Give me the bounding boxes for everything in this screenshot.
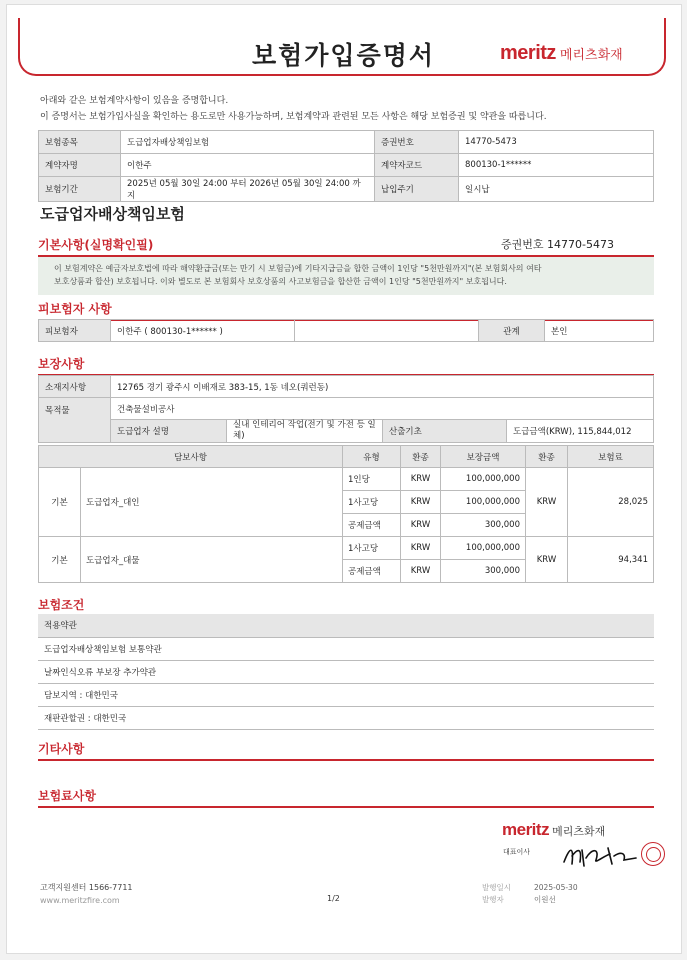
section-heading-other: 기타사항 xyxy=(38,740,654,761)
page-number: 1/2 xyxy=(327,894,340,903)
coverage-type: 1사고당 xyxy=(343,491,401,514)
coverage-name: 도급업자_대물 xyxy=(81,537,343,583)
premium-amount: 28,025 xyxy=(568,468,654,537)
deposit-protection-notice xyxy=(38,257,654,295)
coverage-currency: KRW xyxy=(401,514,441,537)
basis-value: 도급금액(KRW), 115,844,012 xyxy=(507,420,654,443)
coverage-currency: KRW xyxy=(401,560,441,583)
footer-brand-name: meritz xyxy=(502,820,550,839)
contract-info-table xyxy=(38,130,654,202)
insured-label: 피보험자 xyxy=(39,320,111,342)
section-heading-insured: 피보험자 사항 xyxy=(38,300,654,321)
empty-cell xyxy=(295,320,479,342)
notice-line-1: 이 보험계약은 예금자보호법에 따라 해약환급금(또는 만기 시 보험금)에 기타지급금을 합한 금액이 1인당 "5천만원까지"(본 보험회사의 여타 xyxy=(54,264,542,273)
coverage-amount: 100,000,000 xyxy=(441,468,526,491)
table-row xyxy=(38,660,654,683)
coverage-info-table xyxy=(38,375,654,443)
info-label: 보험기간 xyxy=(39,177,121,202)
coverage-type: 공제금액 xyxy=(343,560,401,583)
document-title: 보험가입증명서 xyxy=(251,41,436,70)
section-heading-conditions: 보험조건 xyxy=(38,596,654,617)
issue-info xyxy=(482,882,578,906)
intro-line-2: 이 증명서는 보험가입사실을 확인하는 용도로만 사용가능하며, 보험계약과 관련된 모든 사항은 해당 보험증권 및 약관을 따릅니다. xyxy=(40,112,547,122)
info-value: 이한주 xyxy=(121,154,375,177)
table-row xyxy=(39,177,654,202)
info-label: 계약자명 xyxy=(39,154,121,177)
coverage-amount: 100,000,000 xyxy=(441,491,526,514)
column-header: 환종 xyxy=(401,446,441,468)
policy-number: 증권번호 14770-5473 xyxy=(501,238,614,251)
insured-value: 이한주 ( 800130-1****** ) xyxy=(111,320,295,342)
column-header: 담보사항 xyxy=(39,446,343,468)
table-row xyxy=(39,154,654,177)
premium-currency: KRW xyxy=(526,537,568,583)
intro-line-1: 아래와 같은 보험계약사항이 있음을 증명합니다. xyxy=(40,96,229,106)
coverage-amount: 300,000 xyxy=(441,560,526,583)
coverage-currency: KRW xyxy=(401,537,441,560)
footer-brand-logo xyxy=(502,820,605,840)
brand-name: meritz xyxy=(500,42,556,64)
conditions-table xyxy=(38,614,654,730)
table-row xyxy=(39,398,654,420)
company-seal-icon xyxy=(641,842,665,866)
table-row xyxy=(39,376,654,398)
contractor-value: 실내 인테리어 작업(전기 및 가전 등 일체) xyxy=(227,420,383,443)
brand-logo xyxy=(500,42,623,65)
table-row xyxy=(39,420,654,443)
coverage-kind: 기본 xyxy=(39,537,81,583)
info-value: 14770-5473 xyxy=(459,131,654,154)
intro-text xyxy=(40,93,547,125)
table-row xyxy=(39,468,654,491)
brand-korean-name: 메리츠화재 xyxy=(559,48,623,63)
product-title: 도급업자배상책임보험 xyxy=(40,205,185,223)
notice-line-2: 보호상품과 합산) 보호됩니다. 이와 별도로 본 보험회사 보호상품의 사고보험금을 합산한 금액이 1인당 "5천만원까지" 보호됩니다. xyxy=(54,277,507,286)
ceo-signature xyxy=(560,842,640,868)
premium-currency: KRW xyxy=(526,468,568,537)
coverage-currency: KRW xyxy=(401,491,441,514)
table-row xyxy=(39,131,654,154)
info-label: 납입주기 xyxy=(375,177,459,202)
column-header: 환종 xyxy=(526,446,568,468)
condition-item: 담보지역 : 대한민국 xyxy=(38,683,654,706)
cs-center: 고객지원센터 1566-7711 xyxy=(40,883,133,892)
coverage-amount: 300,000 xyxy=(441,514,526,537)
purpose-label: 목적물 xyxy=(39,398,111,443)
ceo-label: 대표이사 xyxy=(503,848,531,856)
issuer-label: 발행자 xyxy=(482,895,504,904)
info-label: 계약자코드 xyxy=(375,154,459,177)
customer-service-info xyxy=(40,881,133,907)
issuer-name: 이원선 xyxy=(534,895,556,904)
coverage-grid xyxy=(38,445,654,583)
info-label: 보험종목 xyxy=(39,131,121,154)
section-heading-basic xyxy=(38,236,654,257)
website-link[interactable]: www.meritzfire.com xyxy=(40,896,120,905)
table-row xyxy=(38,637,654,660)
issue-date: 2025-05-30 xyxy=(534,883,578,892)
condition-item: 재판관할권 : 대한민국 xyxy=(38,706,654,729)
table-row xyxy=(39,320,654,342)
coverage-type: 1사고당 xyxy=(343,537,401,560)
column-header: 보장금액 xyxy=(441,446,526,468)
section-heading-premium: 보험료사항 xyxy=(38,787,654,808)
location-value: 12765 경기 광주시 이배재로 383-15, 1동 네오(쿼런동) xyxy=(111,376,654,398)
coverage-type: 공제금액 xyxy=(343,514,401,537)
contractor-label: 도급업자 설명 xyxy=(111,420,227,443)
section-heading-coverage: 보장사항 xyxy=(38,355,654,376)
table-row xyxy=(38,614,654,637)
table-header-row xyxy=(39,446,654,468)
coverage-amount: 100,000,000 xyxy=(441,537,526,560)
coverage-currency: KRW xyxy=(401,468,441,491)
info-value: 일시납 xyxy=(459,177,654,202)
basis-label: 산출기초 xyxy=(383,420,507,443)
coverage-name: 도급업자_대인 xyxy=(81,468,343,537)
coverage-type: 1인당 xyxy=(343,468,401,491)
premium-amount: 94,341 xyxy=(568,537,654,583)
column-header: 유형 xyxy=(343,446,401,468)
coverage-kind: 기본 xyxy=(39,468,81,537)
column-header: 보험료 xyxy=(568,446,654,468)
section-title: 기본사항(실명확인필) xyxy=(38,238,154,252)
info-value: 2025년 05월 30일 24:00 부터 2026년 05월 30일 24:00 까지 xyxy=(121,177,375,202)
table-row xyxy=(39,537,654,560)
info-value: 800130-1****** xyxy=(459,154,654,177)
relation-value: 본인 xyxy=(545,320,654,342)
insured-table xyxy=(38,319,654,342)
issue-date-label: 발행일시 xyxy=(482,883,511,892)
location-label: 소재지사항 xyxy=(39,376,111,398)
info-value: 도급업자배상책임보험 xyxy=(121,131,375,154)
relation-label: 관계 xyxy=(479,320,545,342)
table-row xyxy=(38,683,654,706)
purpose-value: 건축물설비공사 xyxy=(111,398,654,420)
condition-item: 적용약관 xyxy=(38,614,654,637)
info-label: 증권번호 xyxy=(375,131,459,154)
table-row xyxy=(38,706,654,729)
condition-item: 날짜인식오류 부보장 추가약관 xyxy=(38,660,654,683)
footer-brand-korean-name: 메리츠화재 xyxy=(552,825,606,838)
condition-item: 도급업자배상책임보험 보통약관 xyxy=(38,637,654,660)
